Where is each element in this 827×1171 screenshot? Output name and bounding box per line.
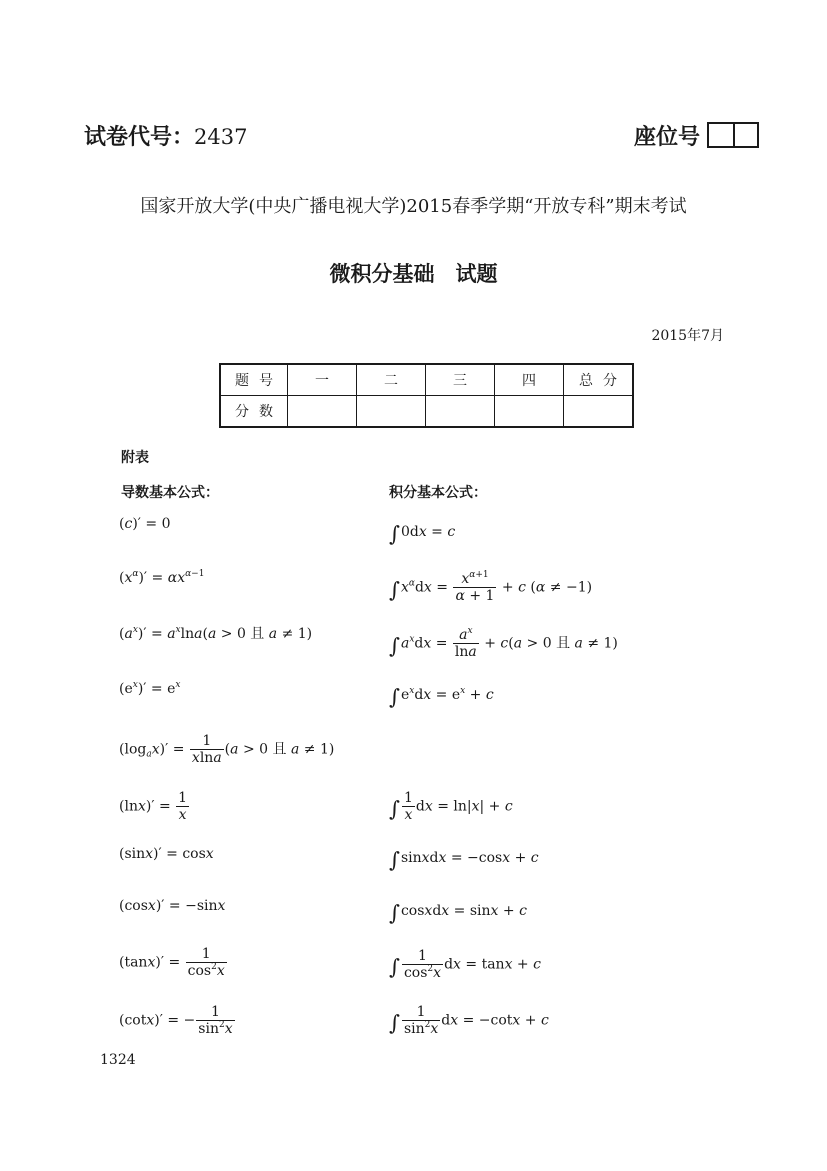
exam-date: 2015年7月	[651, 328, 724, 344]
integral-formula: $\int x^\alpha dx$ = $\frac{x^{\alpha+1}}{\alpha + 1}$ + c (α ≠ −1)	[389, 570, 593, 605]
score-cell	[564, 396, 634, 428]
score-table-column-header: 二	[357, 364, 426, 396]
score-table-column-header: 三	[426, 364, 495, 396]
derivative-formula: (cotx)′ = − $\frac{1}{\sin^2x}$	[119, 1004, 233, 1038]
paper-code	[84, 120, 247, 151]
score-table-header-row	[220, 364, 633, 396]
derivative-formula: $(e^x)' = e^x$	[119, 680, 181, 697]
integral-formula: $\int a^xdx$ = $\frac{a^x}{\ln a}$ + c(a > 0 且 a ≠ 1)	[389, 626, 618, 661]
seat-number-label: 座位号	[634, 125, 701, 150]
integral-sign-icon: ∫	[389, 1010, 400, 1035]
appendix-title: 附表	[121, 450, 149, 466]
seat-box-divider	[733, 124, 735, 146]
integral-sign-icon: ∫	[389, 633, 400, 658]
derivative-formula: (lnx)′ = $\frac{1}{x}$	[119, 790, 188, 824]
page-number: 1324	[100, 1052, 136, 1068]
derivative-formula: $(a^x)' = a^x\ln a(a > 0$ 且 a ≠ 1)	[119, 625, 313, 642]
score-table-column-header: 总分	[564, 364, 634, 396]
integral-formulas-heading: 积分基本公式：	[389, 485, 487, 501]
derivative-formula: (sinx)′ = cosx	[119, 846, 214, 862]
integral-formula: ∫ $\frac{1}{x}$ dx = ln|x| + c	[389, 790, 513, 824]
score-cell	[357, 396, 426, 428]
integral-sign-icon: ∫	[389, 848, 400, 872]
score-table-column-header: 四	[495, 364, 564, 396]
integral-sign-icon: ∫	[389, 954, 400, 979]
score-table	[219, 363, 634, 428]
score-cell	[426, 396, 495, 428]
integral-formula: ∫0dx = c	[389, 522, 456, 546]
score-table-row-label: 分数	[220, 396, 288, 428]
score-table-score-row	[220, 396, 633, 428]
score-table-row-label: 题号	[220, 364, 288, 396]
derivative-formula: $(\log_ax)'$ = $\frac{1}{xlna}$ (a > 0 且 a ≠ 1)	[119, 733, 335, 767]
integral-sign-icon: ∫	[389, 522, 400, 546]
exam-title: 微积分基础 试题	[329, 262, 498, 286]
integral-sign-icon: ∫	[389, 901, 400, 925]
derivative-formula: (c)′ = 0	[119, 516, 171, 532]
derivative-formula: (tanx)′ = $\frac{1}{\cos^2x}$	[119, 946, 225, 980]
score-table-column-header: 一	[288, 364, 357, 396]
integral-formula: ∫sinxdx = −cosx + c	[389, 848, 539, 872]
integral-formula: ∫ $\frac{1}{\cos^2x}$ dx = tanx + c	[389, 948, 541, 982]
score-cell	[288, 396, 357, 428]
score-cell	[495, 396, 564, 428]
integral-sign-icon: ∫	[389, 577, 400, 602]
paper-code-value: 2437	[194, 125, 248, 149]
derivative-formulas-heading: 导数基本公式：	[121, 485, 219, 501]
derivative-formula: (cosx)′ = −sinx	[119, 898, 226, 914]
integral-sign-icon: ∫	[389, 685, 400, 709]
integral-formula: ∫cosxdx = sinx + c	[389, 901, 527, 925]
exam-heading: 国家开放大学(中央广播电视大学)2015春季学期“开放专科”期末考试	[140, 196, 687, 217]
paper-code-label: 试卷代号：	[84, 125, 195, 150]
integral-formula: ∫ $\frac{1}{\sin^2x}$ dx = −cotx + c	[389, 1004, 549, 1038]
integral-formula: $\int e^xdx = e^x + c$	[389, 685, 494, 709]
integral-sign-icon: ∫	[389, 796, 400, 821]
seat-number-boxes	[707, 122, 759, 148]
derivative-formula: $(x^\alpha)' = \alpha x^{\alpha-1}$	[119, 569, 205, 586]
